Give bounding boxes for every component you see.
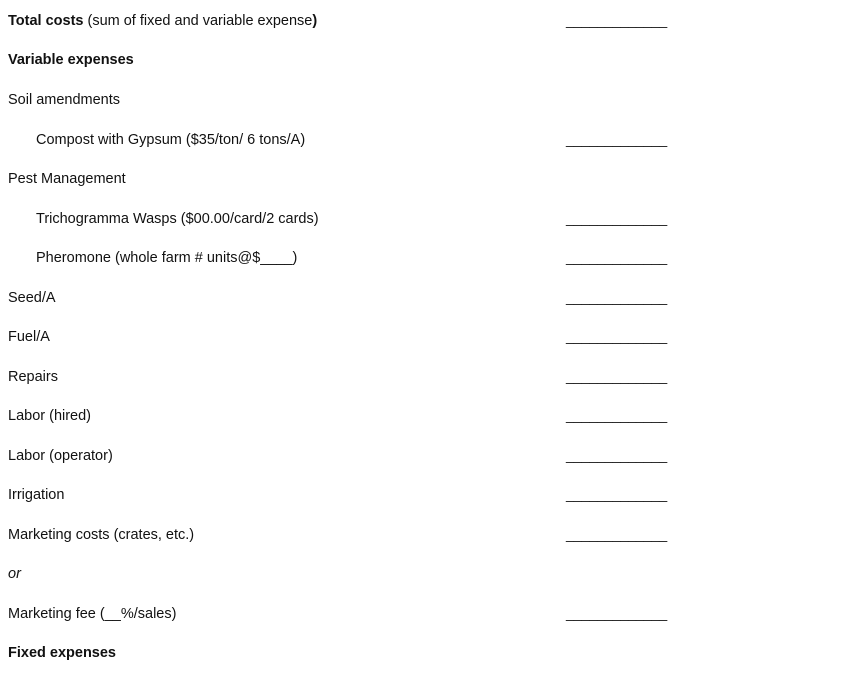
irrigation-label: Irrigation	[8, 487, 65, 503]
fuel-row	[8, 325, 845, 349]
repairs-row	[8, 365, 845, 389]
fuel-label: Fuel/A	[8, 329, 50, 345]
irrigation-row	[8, 483, 845, 507]
labor-operator-label: Labor (operator)	[8, 448, 113, 464]
total-costs-blank[interactable]: _____________	[566, 13, 667, 29]
variable-expenses-heading: Variable expenses	[8, 52, 134, 68]
pheromone-blank[interactable]: _____________	[566, 250, 667, 266]
pest-management-row	[8, 167, 845, 191]
marketing-fee-label: Marketing fee (__%/sales)	[8, 606, 177, 622]
fixed-expenses-heading-row	[8, 641, 845, 665]
fixed-expenses-heading: Fixed expenses	[8, 645, 116, 661]
labor-hired-label: Labor (hired)	[8, 408, 92, 424]
total-costs-close-paren: )	[312, 13, 318, 29]
trichogramma-row	[8, 207, 845, 231]
variable-expenses-heading-row	[8, 48, 845, 72]
pheromone-label: Pheromone (whole farm # units@$____)	[36, 250, 298, 266]
total-costs-row	[8, 9, 845, 33]
pest-management-label: Pest Management	[8, 171, 126, 187]
seed-row	[8, 286, 845, 310]
or-text: or	[8, 566, 21, 582]
labor-hired-blank[interactable]: _____________	[566, 408, 667, 424]
compost-label: Compost with Gypsum ($35/ton/ 6 tons/A)	[36, 132, 306, 148]
seed-blank[interactable]: _____________	[566, 290, 667, 306]
or-row	[8, 562, 845, 586]
labor-operator-row	[8, 444, 845, 468]
repairs-blank[interactable]: _____________	[566, 369, 667, 385]
compost-row	[8, 128, 845, 152]
soil-amendments-label: Soil amendments	[8, 92, 121, 108]
marketing-costs-label: Marketing costs (crates, etc.)	[8, 527, 195, 543]
fuel-blank[interactable]: _____________	[566, 329, 667, 345]
compost-blank[interactable]: _____________	[566, 132, 667, 148]
marketing-costs-blank[interactable]: _____________	[566, 527, 667, 543]
trichogramma-label: Trichogramma Wasps ($00.00/card/2 cards)	[36, 211, 319, 227]
pheromone-row	[8, 246, 845, 270]
soil-amendments-row	[8, 88, 845, 112]
repairs-label: Repairs	[8, 369, 58, 385]
total-costs-description: (sum of fixed and variable expense	[83, 13, 313, 29]
marketing-fee-row	[8, 602, 845, 626]
total-costs-heading: Total costs	[8, 13, 84, 29]
seed-label: Seed/A	[8, 290, 56, 306]
marketing-fee-blank[interactable]: _____________	[566, 606, 667, 622]
trichogramma-blank[interactable]: _____________	[566, 211, 667, 227]
labor-hired-row	[8, 404, 845, 428]
irrigation-blank[interactable]: _____________	[566, 487, 667, 503]
labor-operator-blank[interactable]: _____________	[566, 448, 667, 464]
marketing-costs-row	[8, 523, 845, 547]
total-costs-label	[8, 9, 317, 33]
